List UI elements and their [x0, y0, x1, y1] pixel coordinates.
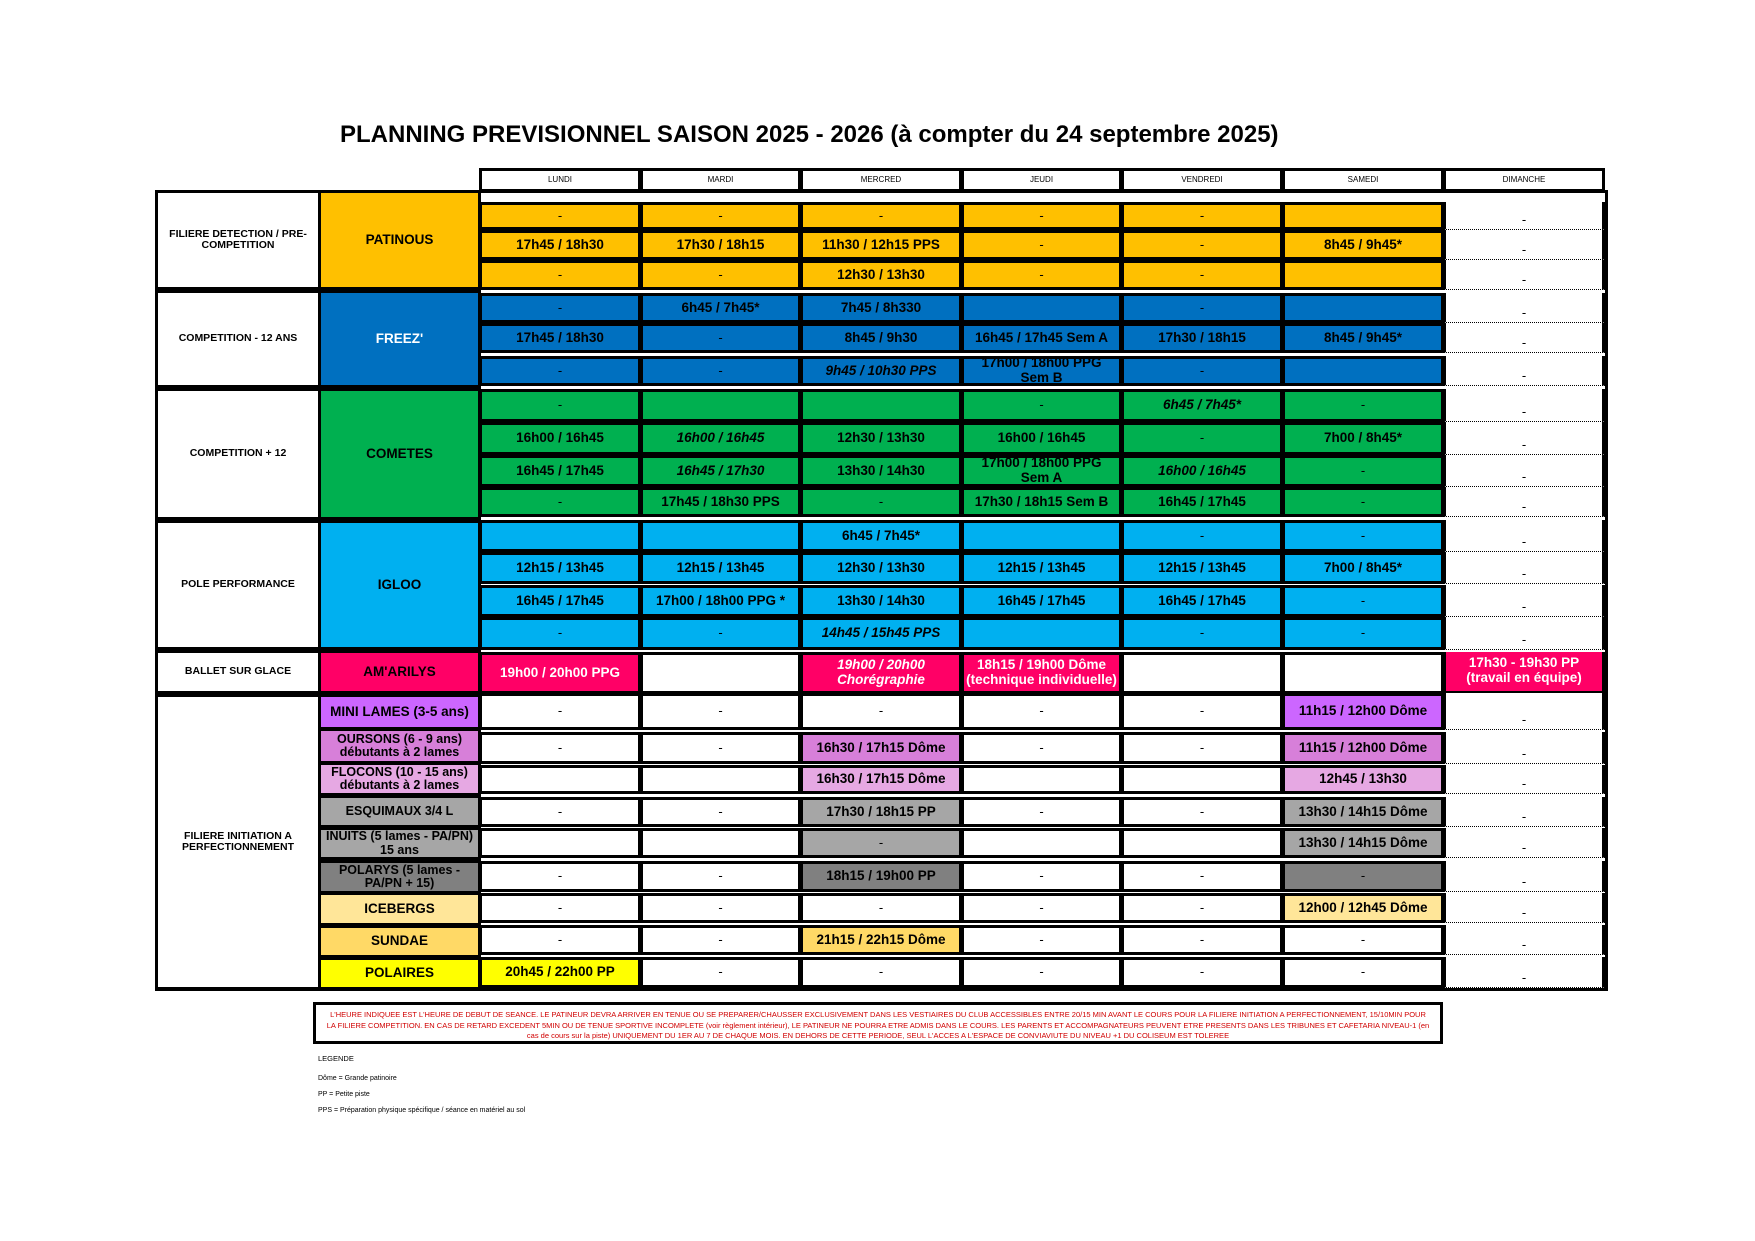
day-header: VENDREDI [1121, 168, 1283, 192]
group-label: SUNDAE [318, 925, 481, 958]
schedule-cell: 12h15 / 13h45 [479, 552, 641, 584]
schedule-cell [1121, 765, 1283, 794]
schedule-cell: 12h00 / 12h45 Dôme [1282, 893, 1444, 923]
schedule-cell: - [1443, 957, 1605, 988]
schedule-cell: - [640, 202, 801, 230]
schedule-cell: 13h30 / 14h30 [800, 585, 962, 617]
schedule-cell: - [640, 356, 801, 386]
schedule-cell: 13h30 / 14h15 Dôme [1282, 828, 1444, 858]
schedule-cell: - [1282, 520, 1444, 552]
legend-item: PPS = Préparation physique spécifique / séance en matériel au sol [318, 1106, 526, 1114]
schedule-cell: 6h45 / 7h45* [800, 520, 962, 552]
schedule-cell [640, 520, 801, 552]
group-label: FREEZ' [318, 290, 481, 388]
schedule-cell: - [479, 487, 641, 517]
schedule-cell: 16h45 / 17h45 [1121, 487, 1283, 517]
schedule-cell: 7h00 / 8h45* [1282, 422, 1444, 455]
schedule-cell: 17h30 / 18h15 Sem B [961, 487, 1122, 517]
schedule-cell: 19h00 / 20h00 PPG [479, 652, 641, 694]
schedule-cell: 8h45 / 9h45* [1282, 323, 1444, 353]
filiere-label: BALLET SUR GLACE [155, 650, 321, 694]
schedule-cell [1282, 202, 1444, 230]
filiere-label: COMPETITION - 12 ANS [155, 290, 321, 388]
schedule-cell [640, 765, 801, 794]
schedule-cell: - [479, 861, 641, 892]
schedule-cell: - [1121, 520, 1283, 552]
schedule-cell: - [1443, 455, 1605, 487]
schedule-cell: 20h45 / 22h00 PP [479, 957, 641, 988]
schedule-cell [961, 765, 1122, 794]
schedule-cell: - [961, 389, 1122, 422]
legend-title: LEGENDE [318, 1054, 354, 1063]
schedule-cell: - [1121, 957, 1283, 988]
schedule-cell: 17h30 / 18h15 [1121, 323, 1283, 353]
schedule-cell: 16h30 / 17h15 Dôme [800, 732, 962, 764]
schedule-cell: - [800, 828, 962, 858]
schedule-cell: - [479, 893, 641, 923]
legend-item: PP = Petite piste [318, 1090, 370, 1098]
schedule-cell: 16h45 / 17h45 [479, 585, 641, 617]
schedule-cell: - [640, 732, 801, 764]
schedule-cell: - [479, 202, 641, 230]
schedule-cell: - [961, 202, 1122, 230]
schedule-cell: - [1443, 520, 1605, 552]
day-header: MARDI [640, 168, 801, 192]
schedule-cell: - [1121, 861, 1283, 892]
schedule-cell: 12h45 / 13h30 [1282, 765, 1444, 794]
page-title: PLANNING PREVISIONNEL SAISON 2025 - 2026 (à compter du 24 septembre 2025) [340, 121, 1279, 148]
schedule-cell: 18h15 / 19h00 Dôme (technique individuelle) [961, 652, 1122, 694]
schedule-cell [479, 520, 641, 552]
schedule-cell: - [1443, 293, 1605, 323]
schedule-cell: 17h30 / 18h15 [640, 230, 801, 260]
schedule-cell: 13h30 / 14h15 Dôme [1282, 797, 1444, 827]
schedule-cell: - [479, 389, 641, 422]
schedule-cell: 12h30 / 13h30 [800, 260, 962, 290]
schedule-cell: - [479, 693, 641, 730]
group-label: POLARYS (5 lames - PA/PN + 15) [318, 860, 481, 894]
day-header: SAMEDI [1282, 168, 1444, 192]
schedule-cell: 21h15 / 22h15 Dôme [800, 925, 962, 955]
schedule-cell: - [1443, 202, 1605, 230]
schedule-cell: - [1121, 230, 1283, 260]
schedule-cell: - [1443, 487, 1605, 517]
schedule-cell: - [1443, 797, 1605, 827]
schedule-cell: - [1282, 487, 1444, 517]
schedule-cell: 11h15 / 12h00 Dôme [1282, 693, 1444, 730]
schedule-cell: - [1443, 422, 1605, 455]
schedule-cell: 14h45 / 15h45 PPS [800, 617, 962, 650]
legend [318, 1055, 525, 1123]
schedule-cell: - [640, 925, 801, 955]
schedule-cell: - [800, 487, 962, 517]
schedule-cell: - [1282, 957, 1444, 988]
schedule-cell: - [961, 893, 1122, 923]
schedule-cell: 17h30 - 19h30 PP (travail en équipe) [1443, 652, 1605, 694]
schedule-cell: - [961, 260, 1122, 290]
filiere-label: COMPETITION + 12 [155, 388, 321, 520]
schedule-cell: 6h45 / 7h45* [1121, 389, 1283, 422]
schedule-cell: - [961, 693, 1122, 730]
schedule-cell: 12h30 / 13h30 [800, 422, 962, 455]
schedule-cell: 16h45 / 17h45 [479, 455, 641, 487]
schedule-cell: 12h30 / 13h30 [800, 552, 962, 584]
schedule-cell [961, 520, 1122, 552]
schedule-cell: 13h30 / 14h30 [800, 455, 962, 487]
schedule-cell: - [640, 260, 801, 290]
schedule-cell: - [640, 797, 801, 827]
schedule-cell: 17h30 / 18h15 PP [800, 797, 962, 827]
schedule-cell: - [1443, 323, 1605, 353]
schedule-cell: - [961, 957, 1122, 988]
schedule-cell: - [1443, 765, 1605, 794]
schedule-cell [479, 765, 641, 794]
schedule-cell: - [961, 732, 1122, 764]
schedule-cell: - [961, 861, 1122, 892]
schedule-cell [1282, 260, 1444, 290]
schedule-cell: - [640, 323, 801, 353]
schedule-cell: - [800, 693, 962, 730]
schedule-cell: - [1282, 585, 1444, 617]
schedule-cell: - [1121, 356, 1283, 386]
schedule-cell: 7h45 / 8h330 [800, 293, 962, 323]
schedule-cell: - [640, 861, 801, 892]
schedule-cell: - [1443, 389, 1605, 422]
schedule-cell: - [1443, 230, 1605, 260]
schedule-cell: - [479, 617, 641, 650]
schedule-cell: - [1121, 925, 1283, 955]
schedule-cell [1121, 652, 1283, 694]
schedule-cell: - [1443, 617, 1605, 650]
schedule-cell [961, 293, 1122, 323]
group-label: POLAIRES [318, 957, 481, 990]
group-label: ICEBERGS [318, 892, 481, 926]
schedule-cell: 12h15 / 13h45 [961, 552, 1122, 584]
group-label: FLOCONS (10 - 15 ans) débutants à 2 lames [318, 762, 481, 796]
filiere-label: FILIERE DETECTION / PRE-COMPETITION [155, 190, 321, 290]
schedule-cell: - [1282, 925, 1444, 955]
schedule-cell: 19h00 / 20h00 Chorégraphie [800, 652, 962, 694]
schedule-cell: 11h15 / 12h00 Dôme [1282, 732, 1444, 764]
schedule-cell: - [1443, 925, 1605, 955]
schedule-cell: - [1443, 552, 1605, 584]
schedule-cell: 16h00 / 16h45 [1121, 455, 1283, 487]
group-label: COMETES [318, 388, 481, 520]
schedule-cell [961, 828, 1122, 858]
schedule-cell: - [961, 925, 1122, 955]
schedule-cell: - [961, 230, 1122, 260]
group-label: IGLOO [318, 520, 481, 650]
legend-item: Dôme = Grande patinoire [318, 1074, 397, 1082]
schedule-cell: 16h30 / 17h15 Dôme [800, 765, 962, 794]
schedule-cell: 17h00 / 18h00 PPG Sem B [961, 356, 1122, 386]
schedule-cell: - [1121, 693, 1283, 730]
schedule-cell: 6h45 / 7h45* [640, 293, 801, 323]
schedule-cell: - [800, 893, 962, 923]
schedule-cell: 16h45 / 17h45 [1121, 585, 1283, 617]
schedule-cell: - [479, 732, 641, 764]
schedule-cell: - [800, 202, 962, 230]
schedule-cell: - [1282, 861, 1444, 892]
schedule-cell: 12h15 / 13h45 [1121, 552, 1283, 584]
schedule-cell: - [1282, 617, 1444, 650]
schedule-cell: - [1121, 422, 1283, 455]
schedule-cell [640, 389, 801, 422]
schedule-cell: - [1443, 732, 1605, 764]
schedule-cell: 11h30 / 12h15 PPS [800, 230, 962, 260]
schedule-cell [1282, 652, 1444, 694]
group-label: OURSONS (6 - 9 ans) débutants à 2 lames [318, 728, 481, 764]
schedule-cell [800, 389, 962, 422]
group-label: AM'ARILYS [318, 650, 481, 694]
schedule-cell: - [1443, 693, 1605, 730]
schedule-cell [640, 652, 801, 694]
schedule-cell: - [640, 617, 801, 650]
schedule-cell [479, 828, 641, 858]
schedule-cell: - [1121, 797, 1283, 827]
schedule-cell: - [1443, 356, 1605, 386]
schedule-cell: - [640, 893, 801, 923]
day-header: JEUDI [961, 168, 1122, 192]
schedule-cell [1282, 356, 1444, 386]
schedule-cell: 9h45 / 10h30 PPS [800, 356, 962, 386]
schedule-cell: - [961, 797, 1122, 827]
schedule-cell: - [1443, 585, 1605, 617]
schedule-cell: 16h45 / 17h30 [640, 455, 801, 487]
schedule-cell: - [1121, 617, 1283, 650]
schedule-cell: 16h45 / 17h45 [961, 585, 1122, 617]
schedule-cell: - [640, 693, 801, 730]
schedule-cell: 17h45 / 18h30 [479, 323, 641, 353]
day-header: LUNDI [479, 168, 641, 192]
schedule-cell [640, 828, 801, 858]
schedule-cell: 18h15 / 19h00 PP [800, 861, 962, 892]
schedule-cell: - [1443, 861, 1605, 892]
schedule-cell [1121, 828, 1283, 858]
schedule-cell: - [1121, 202, 1283, 230]
schedule-cell: 7h00 / 8h45* [1282, 552, 1444, 584]
group-label: ESQUIMAUX 3/4 L [318, 795, 481, 828]
filiere-label: POLE PERFORMANCE [155, 520, 321, 650]
schedule-cell: - [1443, 260, 1605, 290]
schedule-cell: - [479, 293, 641, 323]
schedule-cell: - [479, 797, 641, 827]
schedule-cell: - [1121, 893, 1283, 923]
schedule-cell: - [800, 957, 962, 988]
schedule-cell: 16h00 / 16h45 [479, 422, 641, 455]
schedule-cell: - [1121, 260, 1283, 290]
notice-box: L'HEURE INDIQUEE EST L'HEURE DE DEBUT DE SEANCE. LE PATINEUR DEVRA ARRIVER EN TENUE OU SE PREPARER/CHAUSSER EXCLUSIVEMENT DANS LES VESTIAIRES DU CLUB ACCESSIBLES ENTRE 20/15 MIN AVANT LE COURS POUR LA FILIERE INITIATION A PERFECTIONNEMENT, 15/10MIN POUR LA FILIERE COMPETITION. EN CAS DE RETARD EXCEDENT 5MIN OU DE TENUE SPORTIVE INCOMPLETE (voir règlement intérieur), LE PATINEUR NE POURRA ETRE ADMIS DANS LE COURS. LES PARENTS ET ACCOMPAGNATEURS PEUVENT ETRE PRESENTS DANS LES TRIBUNES ET CAFETARIA NIVEAU-1 (en cas de cours sur la piste) UNIQUEMENT DU 1ER AU 7 DE CHAQUE MOIS. EN DEHORS DE CETTE PERIODE, SEUL L'ACCES A L'ESPACE DE CONVIAVIUTE DU NIVEAU +1 DU COLISEUM EST TOLEREE [313, 1002, 1443, 1044]
schedule-cell: - [1443, 893, 1605, 923]
schedule-cell: 16h00 / 16h45 [640, 422, 801, 455]
schedule-cell: 16h45 / 17h45 Sem A [961, 323, 1122, 353]
group-label: INUITS (5 lames - PA/PN) 15 ans [318, 827, 481, 860]
group-label: PATINOUS [318, 190, 481, 290]
schedule-cell: - [640, 957, 801, 988]
schedule-cell: 16h00 / 16h45 [961, 422, 1122, 455]
day-header: DIMANCHE [1443, 168, 1605, 192]
schedule-cell: - [1282, 455, 1444, 487]
schedule-cell [961, 617, 1122, 650]
schedule-cell: - [479, 925, 641, 955]
schedule-cell: 17h45 / 18h30 [479, 230, 641, 260]
filiere-label: FILIERE INITIATION A PERFECTIONNEMENT [155, 694, 321, 990]
schedule-cell: 17h00 / 18h00 PPG Sem A [961, 455, 1122, 487]
schedule-cell: 17h45 / 18h30 PPS [640, 487, 801, 517]
schedule-cell: - [1121, 732, 1283, 764]
group-label: MINI LAMES (3-5 ans) [318, 694, 481, 730]
schedule-cell: - [1121, 293, 1283, 323]
schedule-cell: 12h15 / 13h45 [640, 552, 801, 584]
schedule-cell: - [1443, 828, 1605, 858]
schedule-cell: 8h45 / 9h45* [1282, 230, 1444, 260]
day-header: MERCRED [800, 168, 962, 192]
schedule-cell: - [1282, 389, 1444, 422]
schedule-cell [1282, 293, 1444, 323]
schedule-cell: - [479, 260, 641, 290]
schedule-cell: 8h45 / 9h30 [800, 323, 962, 353]
schedule-cell: - [479, 356, 641, 386]
schedule-cell: 17h00 / 18h00 PPG * [640, 585, 801, 617]
